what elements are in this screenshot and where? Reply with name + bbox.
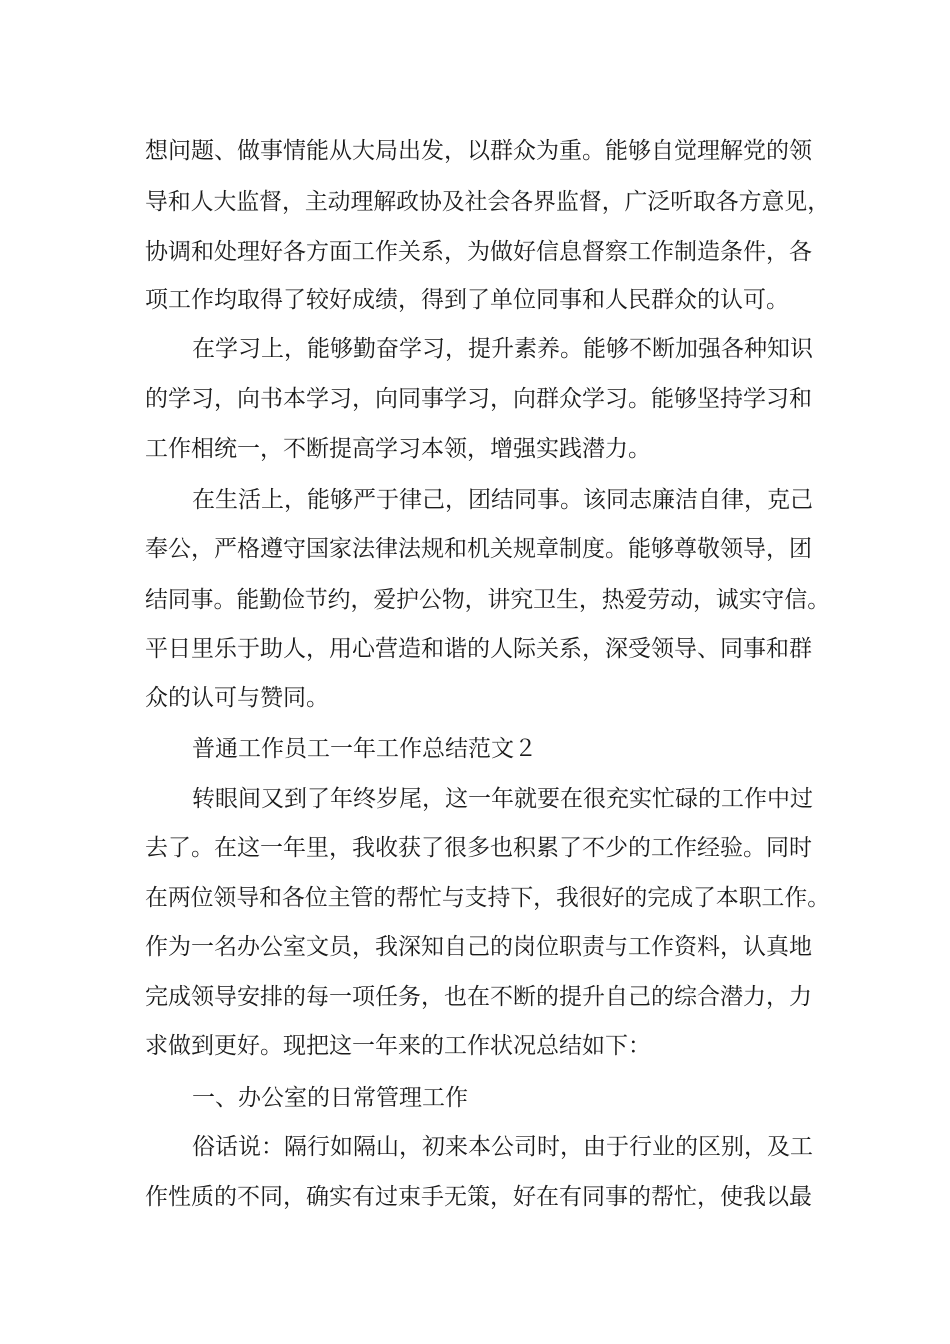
- text-line: [0, 1026, 950, 1066]
- heading-text: 普通工作员工一年工作总结范文２: [192, 736, 537, 762]
- line-text: 在两位领导和各位主管的帮忙与支持下，我很好的完成了本职工作。: [145, 885, 831, 911]
- line-text: 想问题、做事情能从大局出发，以群众为重。能够自觉理解党的领: [145, 138, 812, 164]
- line-text: 求做到更好。现把这一年来的工作状况总结如下：: [145, 1033, 651, 1059]
- line-text: 众的认可与赞同。: [145, 685, 329, 711]
- text-line: [0, 379, 950, 419]
- line-text: 在生活上，能够严于律己，团结同事。该同志廉洁自律，克己: [192, 487, 813, 513]
- section-heading: [0, 729, 950, 769]
- text-line: [0, 878, 950, 918]
- line-text: 平日里乐于助人，用心营造和谐的人际关系，深受领导、同事和群: [145, 636, 812, 662]
- text-line: [0, 1177, 950, 1217]
- text-line: [0, 779, 950, 819]
- text-line: [0, 182, 950, 222]
- text-line: [0, 232, 950, 272]
- text-line: [0, 678, 950, 718]
- line-text: 项工作均取得了较好成绩，得到了单位同事和人民群众的认可。: [145, 287, 789, 313]
- line-text: 导和人大监督，主动理解政协及社会各界监督，广泛听取各方意见，: [145, 189, 831, 215]
- line-text: 转眼间又到了年终岁尾，这一年就要在很充实忙碌的工作中过: [192, 786, 813, 812]
- line-text: 奉公，严格遵守国家法律法规和机关规章制度。能够尊敬领导，团: [145, 536, 812, 562]
- line-text: 协调和处理好各方面工作关系，为做好信息督察工作制造条件，各: [145, 239, 812, 265]
- line-text: 在学习上，能够勤奋学习，提升素养。能够不断加强各种知识: [192, 336, 813, 362]
- text-line: [0, 580, 950, 620]
- line-text: 完成领导安排的每一项任务，也在不断的提升自己的综合潜力，力: [145, 984, 812, 1010]
- text-line: [0, 529, 950, 569]
- section-heading: [0, 1078, 950, 1118]
- line-text: 去了。在这一年里，我收获了很多也积累了不少的工作经验。同时: [145, 835, 812, 861]
- text-line: [0, 131, 950, 171]
- line-text: 作为一名办公室文员，我深知自己的岗位职责与工作资料，认真地: [145, 934, 812, 960]
- line-text: 作性质的不同，确实有过束手无策，好在有同事的帮忙，使我以最: [145, 1184, 812, 1210]
- text-line: [0, 329, 950, 369]
- text-line: [0, 280, 950, 320]
- text-line: [0, 977, 950, 1017]
- text-line: [0, 927, 950, 967]
- text-line: [0, 480, 950, 520]
- text-line: [0, 429, 950, 469]
- heading-text: 一、办公室的日常管理工作: [192, 1085, 468, 1111]
- text-line: [0, 828, 950, 868]
- line-text: 俗话说：隔行如隔山，初来本公司时，由于行业的区别，及工: [192, 1134, 813, 1160]
- line-text: 工作相统一，不断提高学习本领，增强实践潜力。: [145, 436, 651, 462]
- text-line: [0, 629, 950, 669]
- line-text: 的学习，向书本学习，向同事学习，向群众学习。能够坚持学习和: [145, 386, 812, 412]
- line-text: 结同事。能勤俭节约，爱护公物，讲究卫生，热爱劳动，诚实守信。: [145, 587, 831, 613]
- text-line: [0, 1127, 950, 1167]
